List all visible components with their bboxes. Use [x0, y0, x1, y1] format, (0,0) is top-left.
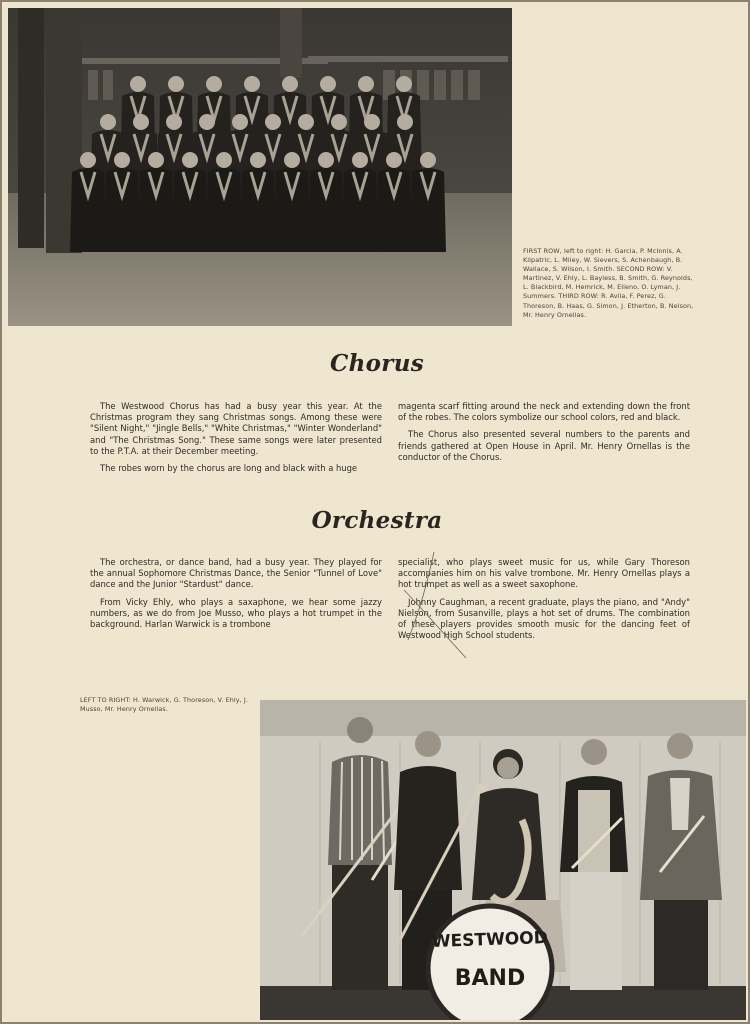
choir-member-robe	[206, 168, 242, 252]
choir-member-face	[386, 152, 402, 168]
chorus-paragraph: The Westwood Chorus has had a busy year this year. At the Christmas program they sang Christmas songs. Among these were "Silent Night," "Jingle Bells," "White Christmas," "Winter Wonderland" and "The Christmas Song." These same songs were later presented to the P.T.A. at their December meeting.	[90, 401, 382, 456]
choir-member-face	[114, 152, 130, 168]
choir-member-face	[265, 114, 281, 130]
choir-member-face	[206, 76, 222, 92]
band-photo-illustration	[260, 700, 746, 1020]
orchestra-paragraph: specialist, who plays sweet music for us, while Gary Thoreson accompanies him on his valve trombone. Mr. Henry Ornellas plays a hot trumpet as well as a sweet saxophone.	[398, 557, 690, 590]
bass-drum	[428, 906, 552, 1020]
choir-member-face	[364, 114, 380, 130]
choir-member-robe	[342, 168, 378, 252]
chorus-photo-caption: FIRST ROW, left to right: H. Garcia, P. McInnis, A. Kilpatric, L. Miley, W. Sievers, S. Achenbaugh, B. Wallace, S. Wilson, I. Smith. SECOND ROW: V. Martinez, V. Ehly, L. Bayless, B. Smith, G. Reynolds, L. Blackbird, M. Hemrick, M. Elleno, O. Lyman, J. Summers. THIRD ROW: R. Avila, F. Perez, G. Thoreson, B. Haas, G. Simon, J. Etherton, B. Nelson, Mr. Henry Ornellas.	[523, 247, 694, 319]
choir-member-face	[250, 152, 266, 168]
choir-member-face	[232, 114, 248, 130]
choir-member-face	[133, 114, 149, 130]
choir-member-robe	[410, 168, 446, 252]
band-photo-caption: LEFT TO RIGHT: H. Warwick, G. Thoreson, V. Ehly, J. Musso, Mr. Henry Ornellas.	[80, 696, 249, 714]
choir-member-face	[148, 152, 164, 168]
orchestra-text-left-column	[90, 557, 382, 636]
chorus-paragraph: magenta scarf fitting around the neck and extending down the front of the robes. The colors symbolize our school colors, red and black.	[398, 401, 690, 423]
choir-member-face	[284, 152, 300, 168]
chorus-paragraph: The Chorus also presented several numbers to the parents and friends gathered at Open House in April. Mr. Henry Ornellas is the conductor of the Chorus.	[398, 429, 690, 462]
choir-member-face	[358, 76, 374, 92]
choir-member-face	[331, 114, 347, 130]
chorus-text-right-column	[398, 401, 690, 469]
chorus-text-left-column	[90, 401, 382, 480]
choir-member-robe	[308, 168, 344, 252]
choir-member-robe	[376, 168, 412, 252]
drum-label-top: WESTWOOD	[431, 927, 549, 953]
orchestra-paragraph: The orchestra, or dance band, had a busy year. They played for the annual Sophomore Christmas Dance, the Senior "Tunnel of Love" dance and the Junior "Stardust" dance.	[90, 557, 382, 590]
choir-member-face	[320, 76, 336, 92]
choir-member-face	[298, 114, 314, 130]
orchestra-paragraph: Johnny Caughman, a recent graduate, plays the piano, and "Andy" Nielson, from Susanville, plays a hot set of drums. The combination of these players provides smooth music for the dancing feet of Westwood High School students.	[398, 596, 690, 641]
choir-member-face	[216, 152, 232, 168]
choir-member-face	[130, 76, 146, 92]
choir-member-face	[420, 152, 436, 168]
drum-label-mid: BAND	[454, 966, 526, 991]
choir-member-robe	[274, 168, 310, 252]
choir-member-face	[100, 114, 116, 130]
choir-member-face	[318, 152, 334, 168]
chorus-paragraph: The robes worn by the chorus are long and black with a huge	[100, 463, 358, 474]
choir-member-robe	[70, 168, 106, 252]
choir-member-face	[199, 114, 215, 130]
choir-member-face	[244, 76, 260, 92]
choir-member-face	[396, 76, 412, 92]
choir-member-face	[352, 152, 368, 168]
chorus-photo-illustration	[8, 8, 512, 326]
band-photo	[260, 700, 746, 1020]
choir-member-robe	[240, 168, 276, 252]
choir-member-face	[182, 152, 198, 168]
choir-member-face	[80, 152, 96, 168]
chorus-heading: Chorus	[330, 350, 424, 377]
chorus-group-photo	[8, 8, 512, 326]
orchestra-paragraph: From Vicky Ehly, who plays a saxaphone, we hear some jazzy numbers, as we do from Joe Musso, who plays a hot trumpet in the background. Harlan Warwick is a trombone	[90, 596, 382, 630]
choir-member-robe	[172, 168, 208, 252]
orchestra-heading: Orchestra	[311, 507, 443, 534]
orchestra-text-right-column	[398, 557, 690, 647]
choir-member-face	[397, 114, 413, 130]
choir-member-face	[282, 76, 298, 92]
choir-member-face	[168, 76, 184, 92]
choir-member-robe	[138, 168, 174, 252]
choir-member-face	[166, 114, 182, 130]
choir-member-robe	[104, 168, 140, 252]
